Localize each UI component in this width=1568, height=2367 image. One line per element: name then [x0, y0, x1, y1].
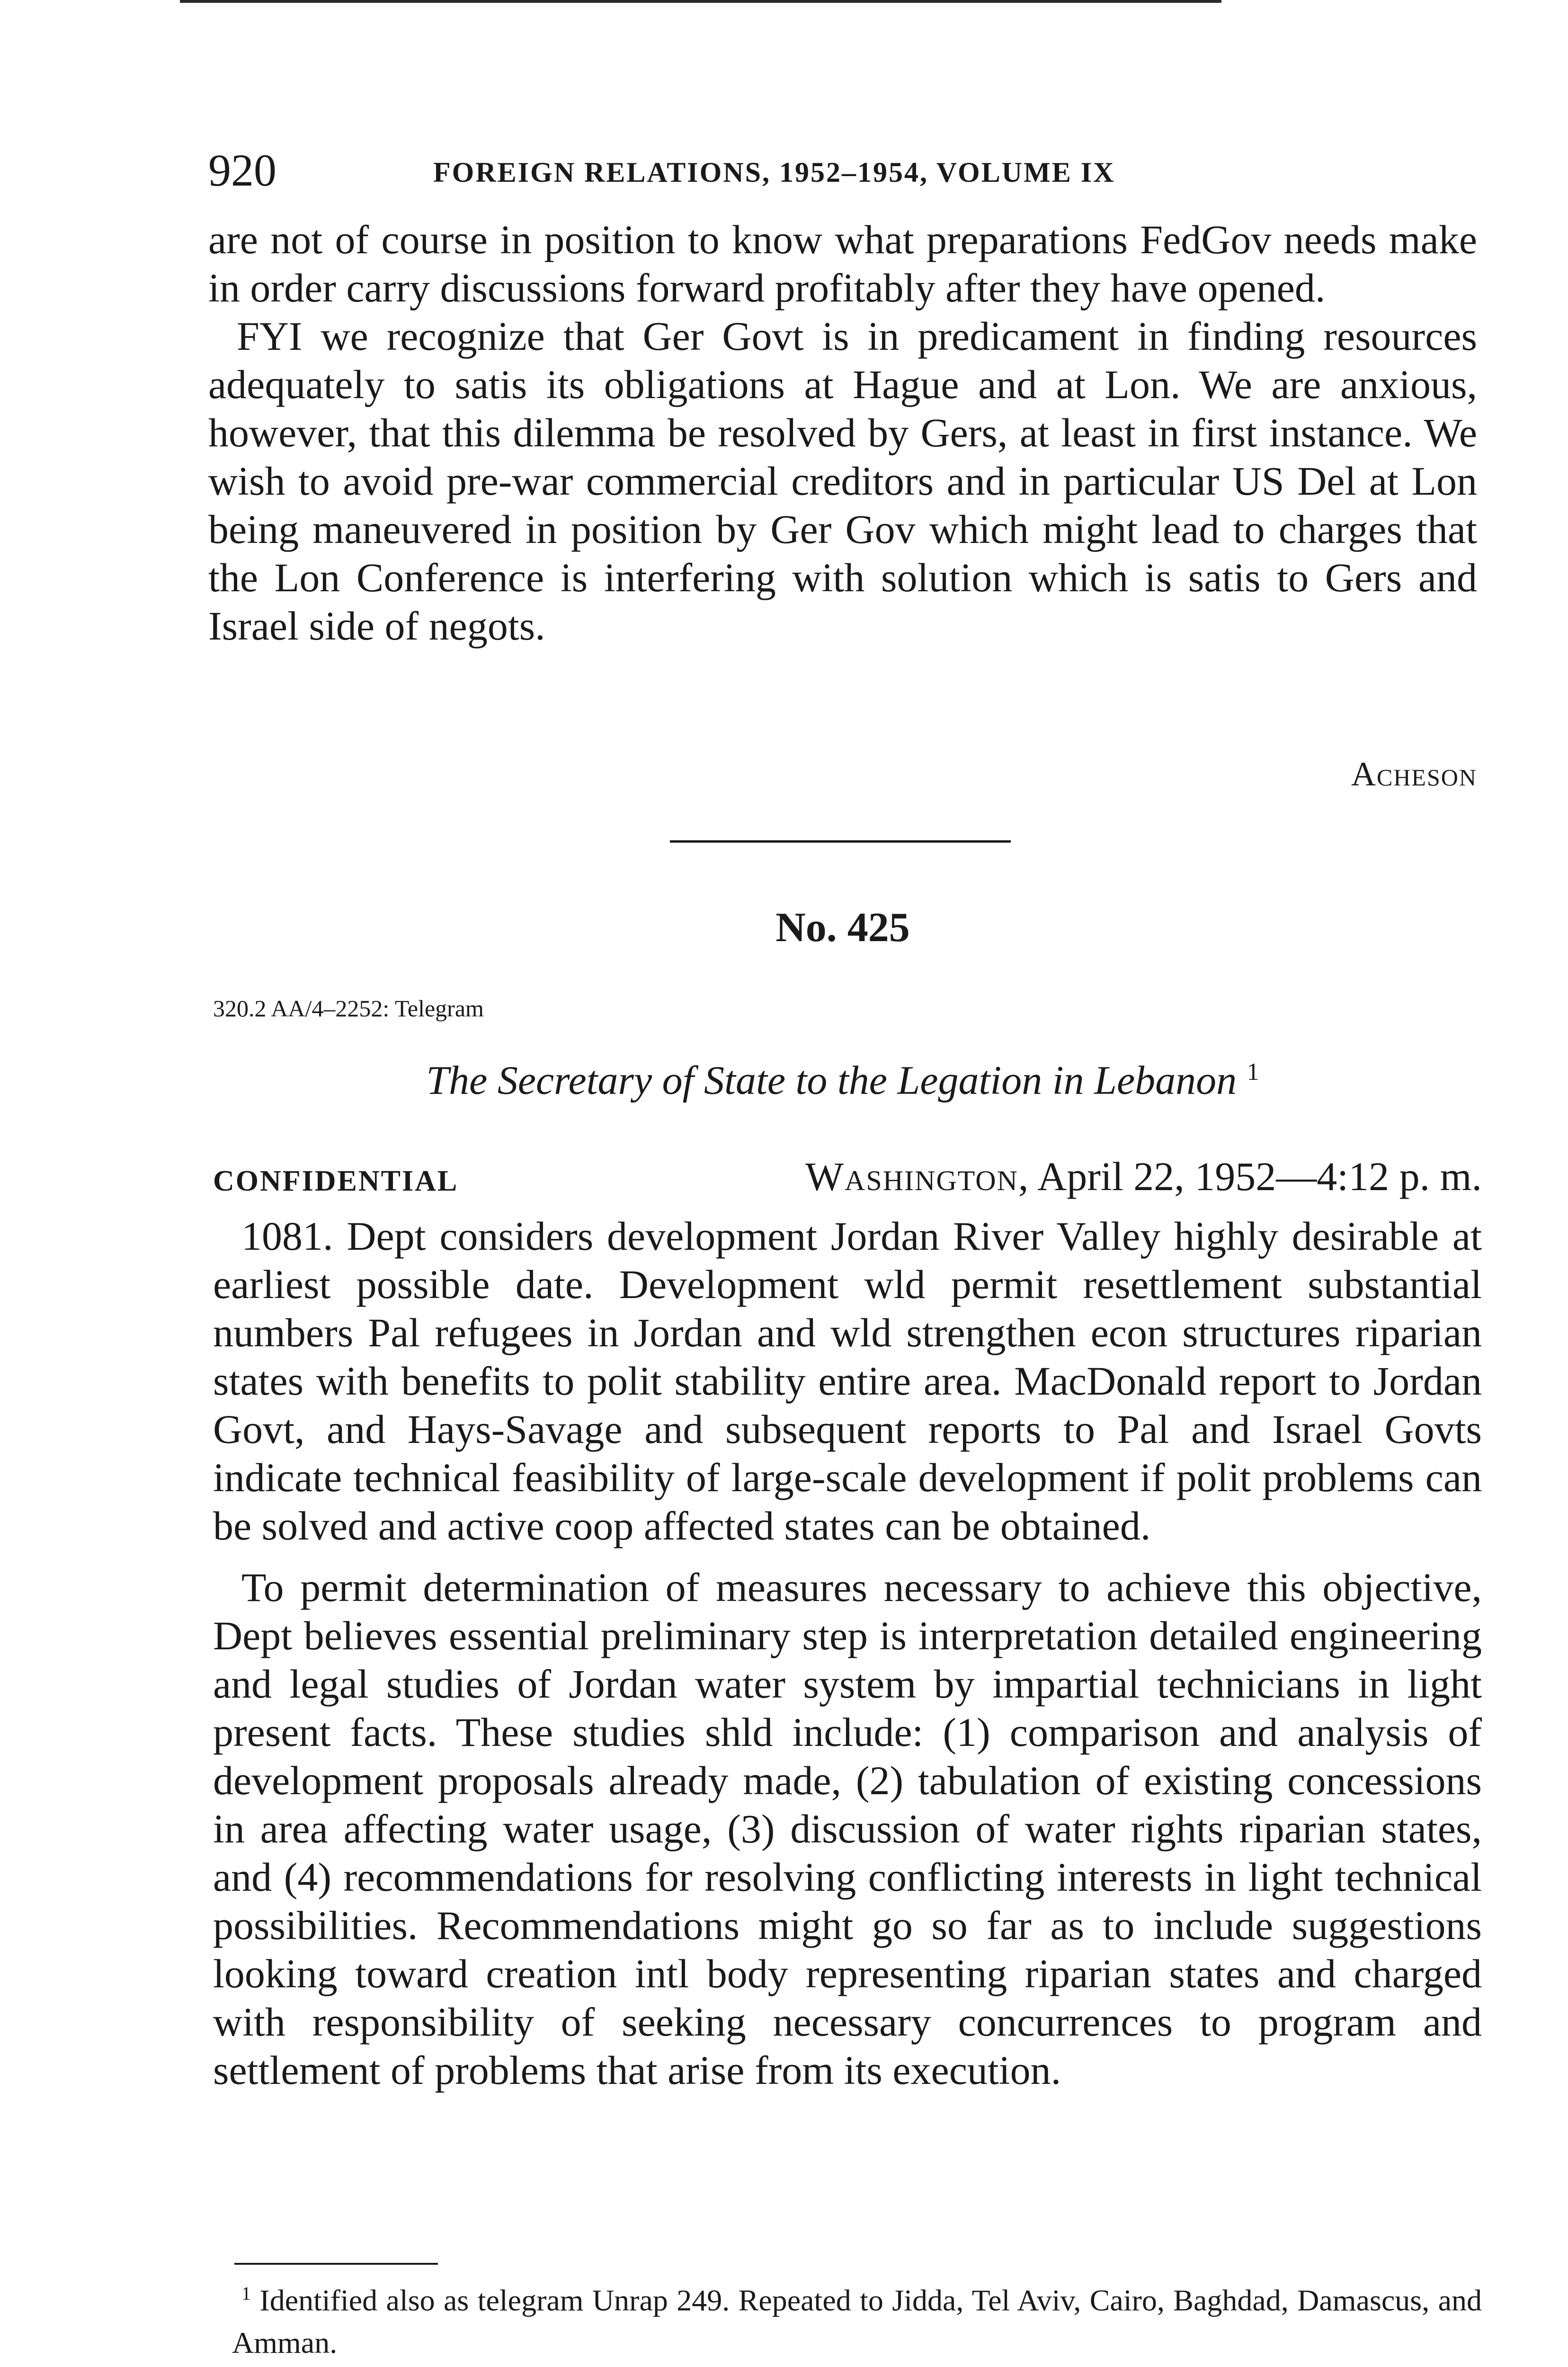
document-heading: [208, 1044, 1477, 1109]
body-paragraph: To permit determination of measures necessary to achieve this objective, Dept believes essential preliminary step is interpretation detailed engineering and legal studies of Jordan water system by impartial technicians in light present facts. These studies shld include: (1) comparison and analysis of development proposals already made, (2) tabulation of existing concessions in area affecting water usage, (3) discussion of water rights riparian states, and (4) recommendations for resolving conflicting interests in light technical possibilities. Recommendations might go so far as to include suggestions looking toward creation intl body representing riparian states and charged with responsibility of seeking necessary concurrences to program and settlement of problems that arise from its execution.: [213, 1565, 1482, 2093]
footnote-text: Identified also as telegram Unrap 249. Repeated to Jidda, Tel Aviv, Cairo, Baghdad, Damascus, and Amman.: [232, 2283, 1482, 2360]
document-number: No. 425: [775, 905, 910, 951]
dateline: [805, 1150, 1482, 1202]
section-divider: [670, 840, 1011, 843]
dateline-place: Washington,: [805, 1154, 1030, 1199]
footnote-reference: 1: [1247, 1059, 1259, 1086]
document-heading-text: The Secretary of State to the Legation in Lebanon: [426, 1057, 1237, 1103]
previous-document-continuation: [208, 215, 1477, 650]
file-reference: 320.2 AA/4–2252: Telegram: [213, 995, 484, 1022]
classification-label: CONFIDENTIAL: [213, 1165, 459, 1197]
continuation-paragraph: FYI we recognize that Ger Govt is in predicament in finding resources adequately to satis its obligations at Hague and at Lon. We are anxious, however, that this dilemma be resolved by Gers, at least in first instance. We wish to avoid pre-war commercial creditors and in particular US Del at Lon being maneuvered in position by Ger Gov which might lead to charges that the Lon Conference is interfering with solution which is satis to Gers and Israel side of negots.: [208, 313, 1477, 649]
signature: Acheson: [1351, 755, 1477, 793]
page-top-edge-rule: [180, 0, 1221, 3]
continuation-paragraph: are not of course in position to know what preparations FedGov needs make in order carry discussions forward profitably after they have opened.: [208, 217, 1477, 311]
running-header: [208, 142, 1477, 199]
classification-dateline: [213, 1150, 1482, 1202]
telegram-body: [213, 1212, 1482, 2094]
running-title: FOREIGN RELATIONS, 1952–1954, VOLUME IX: [433, 157, 1115, 188]
footnote-divider: [234, 2263, 438, 2265]
footnote: [232, 2272, 1482, 2364]
dateline-time: April 22, 1952—4:12 p. m.: [1029, 1154, 1482, 1199]
footnote-mark: 1: [241, 2283, 251, 2304]
page-number: 920: [208, 145, 276, 196]
body-paragraph: 1081. Dept considers development Jordan River Valley highly desirable at earliest possible date. Development wld permit resettlement substantial numbers Pal refugees in Jordan and wld strengthen econ structures riparian states with benefits to polit stability entire area. MacDonald report to Jordan Govt, and Hays-Savage and subsequent reports to Pal and Israel Govts indicate technical feasibility of large-scale development if polit problems can be solved and active coop affected states can be obtained.: [213, 1213, 1482, 1548]
